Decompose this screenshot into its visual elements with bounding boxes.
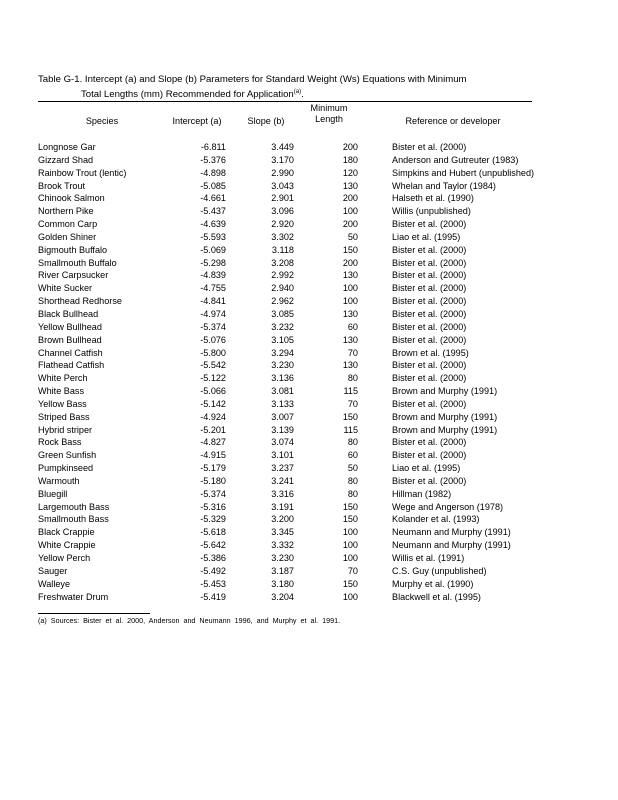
cell-minimum-length: 70 — [347, 398, 358, 409]
table-row — [38, 513, 566, 526]
cell-intercept: -6.811 — [200, 142, 226, 152]
table-row — [38, 321, 566, 334]
cell-reference: Halseth et al. (1990) — [392, 193, 474, 204]
cell-slope: 3.170 — [271, 154, 294, 165]
cell-slope: 3.139 — [271, 424, 294, 435]
cell-species: Largemouth Bass — [38, 501, 110, 512]
cell-species: White Sucker — [38, 283, 93, 294]
cell-slope: 3.180 — [271, 578, 294, 589]
cell-minimum-length: 150 — [342, 411, 358, 422]
cell-species: Yellow Perch — [38, 553, 91, 563]
cell-intercept: -5.374 — [200, 321, 226, 332]
cell-slope: 3.105 — [271, 334, 294, 345]
cell-reference: Bister et al. (2000) — [392, 244, 467, 255]
table-row — [38, 180, 566, 193]
cell-minimum-length: 150 — [342, 501, 358, 512]
cell-species: Green Sunfish — [38, 450, 97, 461]
table-row — [38, 385, 566, 398]
cell-species: Rock Bass — [38, 437, 82, 448]
cell-reference: Kolander et al. (1993) — [392, 514, 480, 525]
header-intercept: Intercept (a) — [172, 116, 222, 126]
cell-slope: 3.200 — [271, 514, 294, 525]
cell-minimum-length: 60 — [347, 321, 358, 332]
cell-species: Pumpkinseed — [38, 463, 94, 474]
footnote: (a) Sources: Bister et al. 2000, Anderson and Neumann 1996, and Murphy et al. 1991. — [38, 616, 341, 625]
cell-slope: 2.990 — [271, 167, 294, 178]
cell-species: Yellow Bullhead — [38, 321, 102, 332]
cell-species: Hybrid striper — [38, 424, 93, 435]
cell-minimum-length: 115 — [343, 386, 358, 397]
header-slope: Slope (b) — [247, 116, 285, 126]
cell-slope: 3.074 — [271, 437, 294, 448]
table-row — [38, 308, 566, 321]
cell-minimum-length: 100 — [342, 540, 358, 551]
caption-line-2 — [38, 86, 558, 101]
cell-minimum-length: 100 — [342, 296, 358, 307]
cell-species: Rainbow Trout (lentic) — [38, 167, 127, 178]
cell-species: Striped Bass — [38, 411, 90, 422]
cell-minimum-length: 180 — [342, 154, 358, 165]
cell-reference: Bister et al. (2000) — [392, 308, 467, 319]
table-row — [38, 372, 566, 385]
cell-minimum-length: 200 — [342, 142, 358, 152]
cell-slope: 3.187 — [271, 565, 294, 576]
cell-intercept: -4.974 — [200, 308, 226, 319]
cell-intercept: -5.492 — [200, 565, 226, 576]
cell-species: Chinook Salmon — [38, 193, 105, 204]
cell-minimum-length: 80 — [347, 437, 358, 448]
cell-minimum-length: 150 — [342, 514, 358, 525]
cell-slope: 3.007 — [271, 411, 294, 422]
cell-slope: 2.920 — [271, 219, 294, 230]
caption-line-2-text: Total Lengths (mm) Recommended for Application — [81, 89, 294, 100]
cell-minimum-length: 115 — [343, 424, 358, 435]
cell-intercept: -5.618 — [200, 527, 226, 538]
cell-intercept: -5.298 — [200, 257, 226, 268]
cell-intercept: -4.755 — [200, 283, 226, 294]
cell-intercept: -5.419 — [200, 591, 226, 602]
table-row — [38, 167, 566, 180]
cell-species: Northern Pike — [38, 206, 94, 217]
cell-reference: Bister et al. (2000) — [392, 142, 467, 152]
table-row — [38, 141, 566, 154]
cell-slope: 3.449 — [271, 142, 294, 152]
cell-reference: Wege and Angerson (1978) — [392, 501, 504, 512]
table-row — [38, 154, 566, 167]
cell-slope: 3.085 — [271, 308, 294, 319]
cell-reference: Simpkins and Hubert (unpublished) — [392, 167, 535, 178]
cell-intercept: -5.085 — [200, 180, 226, 191]
cell-minimum-length: 80 — [347, 488, 358, 499]
cell-slope: 3.237 — [271, 463, 294, 474]
cell-minimum-length: 100 — [342, 591, 358, 602]
cell-intercept: -4.915 — [200, 450, 226, 461]
cell-minimum-length: 100 — [342, 527, 358, 538]
cell-reference: Anderson and Gutreuter (1983) — [392, 154, 519, 165]
cell-species: Black Crappie — [38, 527, 95, 538]
cell-species: Brown Bullhead — [38, 334, 102, 345]
cell-species: Shorthead Redhorse — [38, 296, 122, 307]
cell-intercept: -4.839 — [200, 270, 226, 281]
table-top-rule — [38, 101, 532, 102]
cell-species: Freshwater Drum — [38, 591, 109, 602]
cell-slope: 3.230 — [271, 360, 294, 371]
cell-intercept: -5.142 — [200, 398, 226, 409]
cell-slope: 2.940 — [271, 283, 294, 294]
cell-intercept: -5.453 — [200, 578, 226, 589]
cell-species: Black Bullhead — [38, 308, 99, 319]
cell-reference: Brown and Murphy (1991) — [392, 386, 498, 397]
table-row — [38, 436, 566, 449]
cell-slope: 3.208 — [271, 257, 294, 268]
cell-species: Gizzard Shad — [38, 154, 94, 165]
caption-end: . — [301, 89, 304, 100]
cell-intercept: -5.593 — [200, 231, 226, 242]
cell-slope: 3.081 — [271, 386, 294, 397]
cell-minimum-length: 130 — [342, 270, 358, 281]
cell-reference: Bister et al. (2000) — [392, 321, 467, 332]
weight-parameters-table — [38, 141, 566, 603]
cell-reference: Neumann and Murphy (1991) — [392, 527, 511, 538]
cell-slope: 3.118 — [271, 244, 294, 255]
cell-reference: Bister et al. (2000) — [392, 257, 467, 268]
cell-intercept: -4.898 — [200, 167, 226, 178]
cell-reference: Bister et al. (2000) — [392, 270, 467, 281]
table-row — [38, 295, 566, 308]
cell-minimum-length: 130 — [342, 360, 358, 371]
cell-minimum-length: 120 — [342, 167, 358, 178]
cell-species: Smallmouth Buffalo — [38, 257, 117, 268]
cell-slope: 3.133 — [271, 398, 294, 409]
cell-intercept: -5.800 — [200, 347, 226, 358]
cell-reference: Willis et al. (1991) — [392, 553, 465, 563]
cell-reference: Bister et al. (2000) — [392, 373, 467, 384]
table-row — [38, 359, 566, 372]
cell-reference: Bister et al. (2000) — [392, 450, 467, 461]
cell-reference: Bister et al. (2000) — [392, 334, 467, 345]
table-row — [38, 578, 566, 591]
table-row — [38, 257, 566, 270]
cell-slope: 3.332 — [271, 540, 294, 551]
cell-minimum-length: 80 — [347, 475, 358, 486]
cell-intercept: -5.180 — [200, 475, 226, 486]
cell-species: Walleye — [38, 578, 71, 589]
cell-species: River Carpsucker — [38, 270, 109, 281]
cell-slope: 3.230 — [271, 553, 294, 563]
cell-minimum-length: 70 — [347, 565, 358, 576]
cell-minimum-length: 100 — [342, 283, 358, 294]
table-row — [38, 591, 566, 604]
cell-species: Bluegill — [38, 488, 68, 499]
cell-slope: 3.191 — [271, 501, 294, 512]
header-length: Length — [315, 114, 343, 124]
cell-reference: C.S. Guy (unpublished) — [392, 565, 487, 576]
cell-slope: 3.101 — [271, 450, 294, 461]
cell-species: Common Carp — [38, 219, 98, 230]
cell-reference: Liao et al. (1995) — [392, 231, 461, 242]
cell-intercept: -5.374 — [200, 488, 226, 499]
cell-intercept: -4.827 — [200, 437, 226, 448]
cell-intercept: -4.924 — [200, 411, 226, 422]
table-row — [38, 218, 566, 231]
cell-slope: 3.096 — [271, 206, 294, 217]
table-row — [38, 244, 566, 257]
header-reference: Reference or developer — [405, 116, 501, 126]
cell-minimum-length: 130 — [342, 308, 358, 319]
cell-slope: 3.345 — [271, 527, 294, 538]
cell-reference: Hillman (1982) — [392, 488, 452, 499]
cell-intercept: -5.316 — [200, 501, 226, 512]
cell-species: Channel Catfish — [38, 347, 103, 358]
table-row — [38, 501, 566, 514]
cell-minimum-length: 200 — [342, 193, 358, 204]
cell-slope: 3.241 — [271, 475, 294, 486]
footnote-rule — [38, 613, 150, 614]
cell-reference: Bister et al. (2000) — [392, 437, 467, 448]
cell-reference: Brown et al. (1995) — [392, 347, 469, 358]
cell-reference: Bister et al. (2000) — [392, 475, 467, 486]
cell-reference: Willis (unpublished) — [392, 206, 471, 217]
cell-species: Longnose Gar — [38, 142, 96, 152]
cell-species: White Bass — [38, 386, 84, 397]
cell-species: Golden Shiner — [38, 231, 97, 242]
cell-minimum-length: 130 — [342, 334, 358, 345]
cell-intercept: -5.122 — [200, 373, 226, 384]
table-row — [38, 192, 566, 205]
table-row — [38, 539, 566, 552]
cell-minimum-length: 200 — [342, 257, 358, 268]
cell-intercept: -5.329 — [200, 514, 226, 525]
cell-intercept: -5.076 — [200, 334, 226, 345]
header-species: Species — [85, 116, 119, 126]
cell-reference: Bister et al. (2000) — [392, 296, 467, 307]
cell-reference: Bister et al. (2000) — [392, 219, 467, 230]
cell-reference: Murphy et al. (1990) — [392, 578, 474, 589]
cell-intercept: -5.201 — [200, 424, 226, 435]
table-row — [38, 552, 566, 565]
cell-minimum-length: 100 — [342, 206, 358, 217]
cell-intercept: -5.542 — [200, 360, 226, 371]
cell-reference: Bister et al. (2000) — [392, 360, 467, 371]
cell-reference: Brown and Murphy (1991) — [392, 411, 498, 422]
cell-slope: 3.136 — [271, 373, 294, 384]
table-row — [38, 462, 566, 475]
cell-reference: Blackwell et al. (1995) — [392, 591, 481, 602]
cell-slope: 2.962 — [271, 296, 294, 307]
cell-intercept: -5.376 — [200, 154, 226, 165]
cell-slope: 2.992 — [271, 270, 294, 281]
cell-slope: 3.204 — [271, 591, 294, 602]
cell-reference: Liao et al. (1995) — [392, 463, 461, 474]
table-row — [38, 398, 566, 411]
table-row — [38, 475, 566, 488]
cell-species: Flathead Catfish — [38, 360, 105, 371]
cell-species: White Perch — [38, 373, 88, 384]
cell-minimum-length: 100 — [342, 553, 358, 563]
cell-slope: 2.901 — [271, 193, 294, 204]
cell-minimum-length: 130 — [342, 180, 358, 191]
table-row — [38, 424, 566, 437]
table-row — [38, 347, 566, 360]
cell-minimum-length: 70 — [347, 347, 358, 358]
cell-intercept: -5.437 — [200, 206, 226, 217]
cell-intercept: -4.841 — [200, 296, 226, 307]
caption-line-1: Table G-1. Intercept (a) and Slope (b) Parameters for Standard Weight (Ws) Equations with Minimum — [38, 74, 467, 85]
cell-intercept: -5.066 — [200, 386, 226, 397]
cell-minimum-length: 50 — [347, 463, 358, 474]
table-row — [38, 269, 566, 282]
caption-footnote-marker: (a) — [293, 89, 302, 95]
cell-intercept: -5.179 — [200, 463, 226, 474]
table-row — [38, 231, 566, 244]
cell-intercept: -4.661 — [200, 193, 226, 204]
table-row — [38, 411, 566, 424]
table-row — [38, 334, 566, 347]
cell-species: Bigmouth Buffalo — [38, 244, 108, 255]
cell-species: White Crappie — [38, 540, 96, 551]
cell-reference: Whelan and Taylor (1984) — [392, 180, 496, 191]
cell-slope: 3.316 — [271, 488, 294, 499]
table-row — [38, 565, 566, 578]
cell-species: Warmouth — [38, 475, 80, 486]
cell-intercept: -5.386 — [200, 553, 226, 563]
cell-minimum-length: 80 — [347, 373, 358, 384]
table-row — [38, 449, 566, 462]
table-row — [38, 488, 566, 501]
cell-slope: 3.043 — [271, 180, 294, 191]
cell-minimum-length: 150 — [342, 244, 358, 255]
table-row — [38, 526, 566, 539]
table-caption — [38, 73, 558, 101]
cell-minimum-length: 50 — [347, 231, 358, 242]
cell-intercept: -5.642 — [200, 540, 226, 551]
cell-species: Yellow Bass — [38, 398, 87, 409]
cell-reference: Brown and Murphy (1991) — [392, 424, 498, 435]
cell-intercept: -4.639 — [200, 219, 226, 230]
cell-slope: 3.232 — [271, 321, 294, 332]
cell-reference: Bister et al. (2000) — [392, 283, 467, 294]
cell-species: Sauger — [38, 565, 68, 576]
cell-species: Brook Trout — [38, 180, 86, 191]
table-row — [38, 282, 566, 295]
table-row — [38, 205, 566, 218]
cell-intercept: -5.069 — [200, 244, 226, 255]
cell-species: Smallmouth Bass — [38, 514, 109, 525]
cell-slope: 3.294 — [271, 347, 294, 358]
header-minimum: Minimum — [310, 103, 348, 113]
cell-minimum-length: 150 — [342, 578, 358, 589]
cell-minimum-length: 60 — [347, 450, 358, 461]
cell-reference: Neumann and Murphy (1991) — [392, 540, 511, 551]
cell-reference: Bister et al. (2000) — [392, 398, 467, 409]
table-body — [38, 141, 566, 603]
cell-slope: 3.302 — [271, 231, 294, 242]
header-minimum-length — [300, 103, 358, 125]
cell-minimum-length: 200 — [342, 219, 358, 230]
